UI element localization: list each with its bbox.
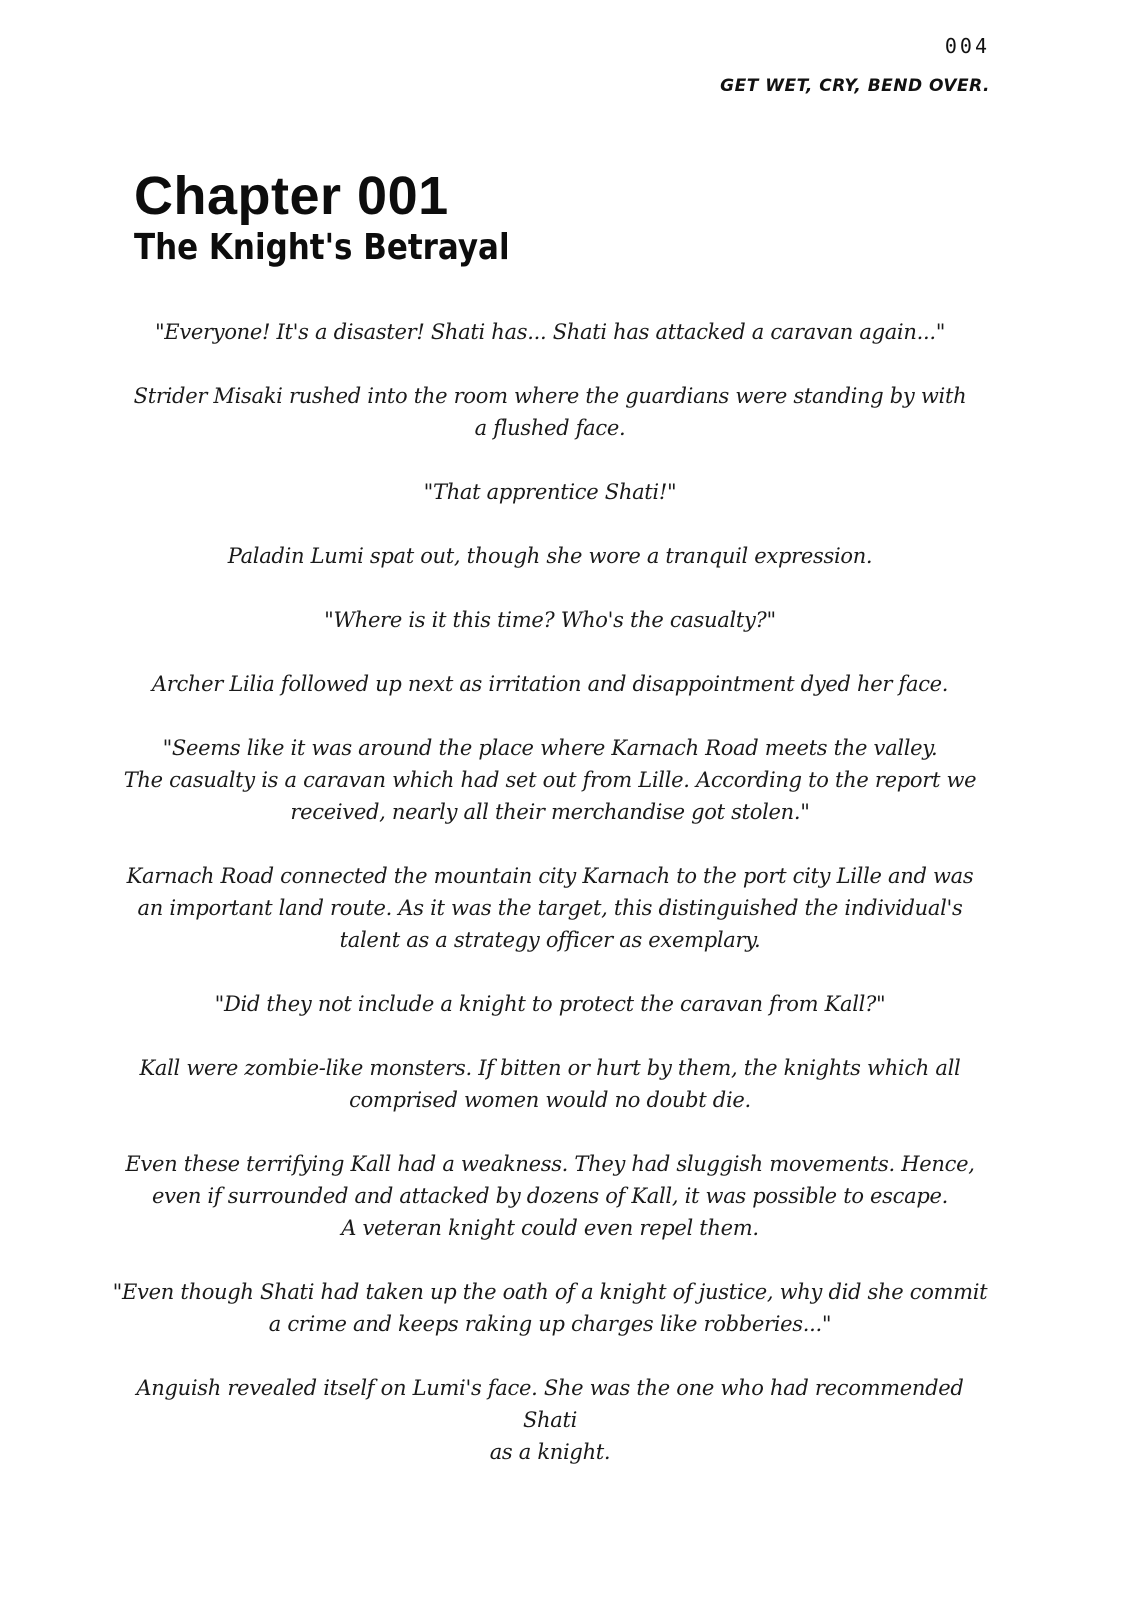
paragraph: Paladin Lumi spat out, though she wore a tranquil expression. [227, 544, 873, 568]
paragraph: "Where is it this time? Who's the casualty?" [324, 608, 776, 632]
paragraph: Even these terrifying Kall had a weakness. They had sluggish movements. Hence, even if surrounded and attacked by dozens of Kall, it was possible to escape. A veteran knight could even repel them. [125, 1152, 975, 1240]
paragraph: "Did they not include a knight to protect the caravan from Kall?" [214, 992, 886, 1016]
chapter-body [110, 316, 990, 1500]
paragraph: Strider Misaki rushed into the room where the guardians were standing by with a flushed face. [133, 384, 967, 440]
paragraph: "Even though Shati had taken up the oath of a knight of justice, why did she commit a crime and keeps raking up charges like robberies..." [112, 1280, 988, 1336]
chapter-number: Chapter 001 [134, 166, 449, 226]
paragraph: Archer Lilia followed up next as irritation and disappointment dyed her face. [151, 672, 949, 696]
paragraph: "Everyone! It's a disaster! Shati has... Shati has attacked a caravan again..." [154, 320, 946, 344]
paragraph: "That apprentice Shati!" [423, 480, 677, 504]
paragraph: Karnach Road connected the mountain city Karnach to the port city Lille and was an important land route. As it was the target, this distinguished the individual's talent as a strategy officer as exemplary. [126, 864, 974, 952]
running-header: GET WET, CRY, BEND OVER. [720, 76, 990, 96]
paragraph: "Seems like it was around the place where Karnach Road meets the valley. The casualty is a caravan which had set out from Lille. According to the report we received, nearly all their merchandise got stolen." [123, 736, 977, 824]
chapter-title: The Knight's Betrayal [134, 227, 510, 268]
page-number: 004 [944, 34, 990, 58]
paragraph: Anguish revealed itself on Lumi's face. She was the one who had recommended Shati as a knight. [136, 1376, 964, 1464]
paragraph: Kall were zombie-like monsters. If bitten or hurt by them, the knights which all comprised women would no doubt die. [139, 1056, 961, 1112]
